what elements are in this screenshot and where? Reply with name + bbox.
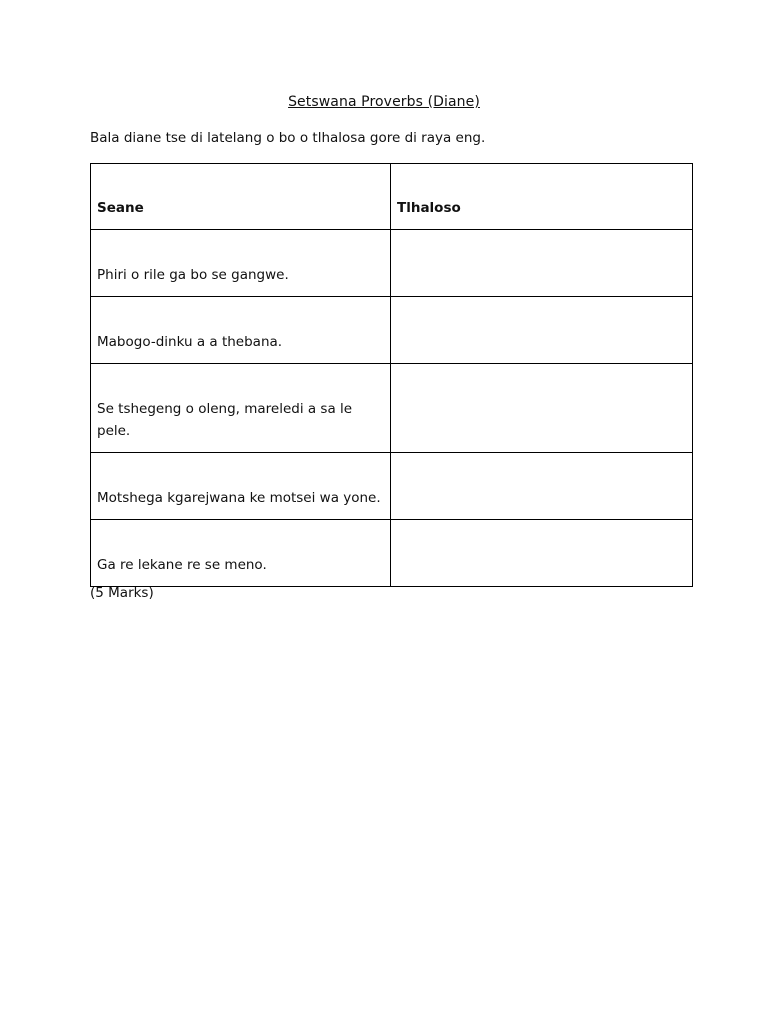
explanation-cell[interactable] [391,297,693,364]
column-header-seane: Seane [91,164,391,230]
explanation-cell[interactable] [391,520,693,587]
proverb-cell: Mabogo-dinku a a thebana. [91,297,391,364]
marks-label: (5 Marks) [90,585,154,601]
table-row [91,230,693,297]
proverb-cell: Motshega kgarejwana ke motsei wa yone. [91,453,391,520]
table-row [91,520,693,587]
document-title: Setswana Proverbs (Diane) [288,94,480,110]
table-row [91,364,693,453]
proverb-cell: Phiri o rile ga bo se gangwe. [91,230,391,297]
instruction-text: Bala diane tse di latelang o bo o tlhalosa gore di raya eng. [90,130,486,146]
table-header-row [91,164,693,230]
table-row [91,453,693,520]
proverb-cell: Ga re lekane re se meno. [91,520,391,587]
table-row [91,297,693,364]
explanation-cell[interactable] [391,364,693,453]
proverb-cell: Se tshegeng o oleng, mareledi a sa le pele. [91,364,391,453]
explanation-cell[interactable] [391,230,693,297]
column-header-tlhaloso: Tlhaloso [391,164,693,230]
explanation-cell[interactable] [391,453,693,520]
proverbs-table [90,163,693,587]
